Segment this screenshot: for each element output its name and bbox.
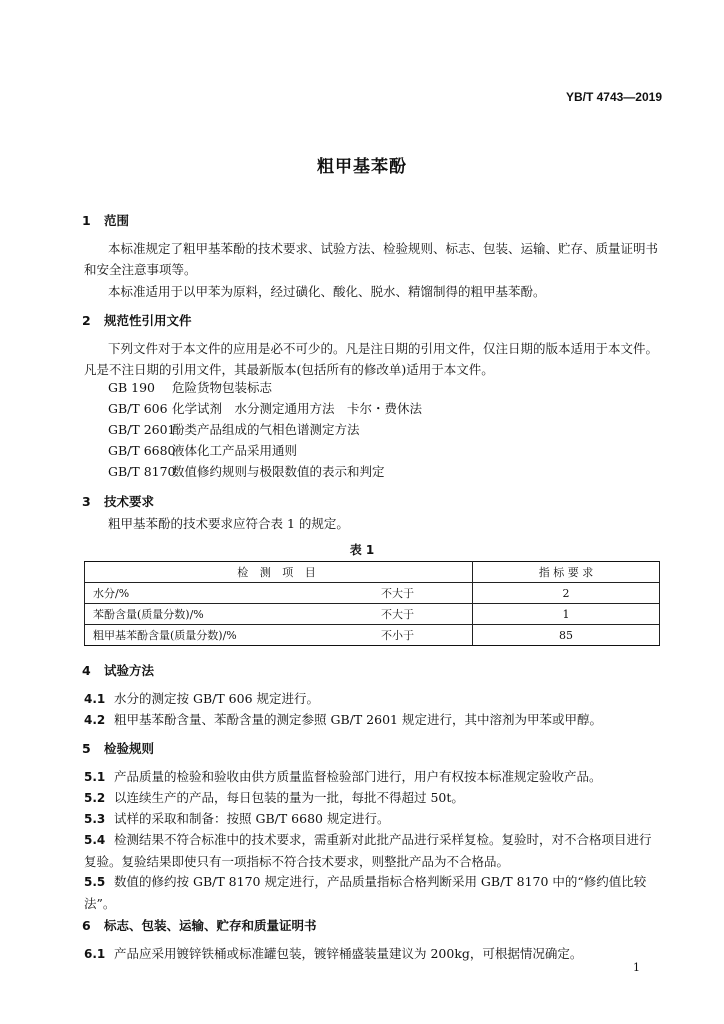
section-number: 1	[82, 213, 91, 228]
document-title: 粗甲基苯酚	[317, 157, 407, 177]
reference-title: 液体化工产品采用通则	[172, 443, 298, 458]
section-title: 试验方法	[104, 663, 155, 678]
row-value: 85	[473, 625, 660, 646]
spec-table	[84, 561, 660, 646]
clause-text: 检测结果不符合标准中的技术要求，需重新对此批产品进行采样复检。复验时，对不合格项目进行复验。复验结果即使只有一项指标不符合技术要求，则整批产品为不合格品。	[84, 832, 652, 869]
header-item: 检 测 项 目	[85, 562, 473, 583]
section-5-heading	[82, 739, 154, 757]
reference-code: GB/T 6680	[108, 443, 176, 458]
reference-title: 酚类产品组成的气相色谱测定方法	[172, 422, 360, 437]
clause	[84, 709, 660, 731]
clause-text: 试样的采取和制备：按照 GB/T 6680 规定进行。	[114, 811, 390, 826]
row-item: 粗甲基苯酚含量(质量分数)/%	[85, 625, 317, 646]
row-condition: 不大于	[316, 583, 473, 604]
clause-number: 5.2	[84, 791, 106, 805]
section-6-heading	[82, 916, 317, 934]
row-value: 2	[473, 583, 660, 604]
reference-code: GB/T 8170	[108, 464, 176, 479]
clause-number: 6.1	[84, 947, 106, 961]
reference-item	[108, 420, 360, 438]
section-title: 标志、包装、运输、贮存和质量证明书	[104, 918, 317, 933]
header-value: 指 标 要 求	[473, 562, 660, 583]
table-row	[85, 604, 660, 625]
clause-text: 产品应采用镀锌铁桶或标准罐包装，镀锌桶盛装量建议为 200kg，可根据情况确定。	[114, 946, 583, 961]
reference-item	[108, 378, 272, 396]
section-2-heading	[82, 311, 192, 329]
clause-text: 水分的测定按 GB/T 606 规定进行。	[114, 691, 319, 706]
clause	[84, 871, 660, 914]
clause-number: 5.5	[84, 875, 106, 889]
table-row	[85, 625, 660, 646]
paragraph: 下列文件对于本文件的应用是必不可少的。凡是注日期的引用文件，仅注日期的版本适用于本文件。凡是不注日期的引用文件，其最新版本(包括所有的修改单)适用于本文件。	[84, 341, 659, 377]
standard-code: YB/T 4743—2019	[565, 90, 662, 104]
table-header-row	[85, 562, 660, 583]
paragraph: 本标准适用于以甲苯为原料，经过磺化、酸化、脱水、精馏制得的粗甲基苯酚。	[108, 284, 546, 299]
reference-item	[108, 399, 422, 417]
paragraph: 粗甲基苯酚的技术要求应符合表 1 的规定。	[108, 516, 349, 531]
section-number: 6	[82, 918, 91, 933]
clause-number: 5.1	[84, 770, 106, 784]
clause-text: 以连续生产的产品，每日包装的量为一批，每批不得超过 50t。	[114, 790, 464, 805]
section-number: 2	[82, 313, 91, 328]
reference-code: GB 190	[108, 380, 156, 395]
clause	[84, 766, 660, 788]
row-condition: 不小于	[316, 625, 473, 646]
row-value: 1	[473, 604, 660, 625]
paragraph: 本标准规定了粗甲基苯酚的技术要求、试验方法、检验规则、标志、包装、运输、贮存、质量证明书和安全注意事项等。	[84, 241, 659, 277]
section-number: 3	[82, 494, 91, 509]
row-item: 苯酚含量(质量分数)/%	[85, 604, 317, 625]
reference-title: 危险货物包装标志	[172, 380, 273, 395]
section-number: 5	[82, 741, 91, 756]
section-4-heading	[82, 661, 154, 679]
clause-number: 4.2	[84, 713, 106, 727]
section-3-heading	[82, 492, 154, 510]
row-condition: 不大于	[316, 604, 473, 625]
table-caption: 表 1	[349, 543, 375, 557]
clause	[84, 688, 660, 710]
clause	[84, 787, 660, 809]
section-title: 技术要求	[104, 494, 155, 509]
clause-text: 粗甲基苯酚含量、苯酚含量的测定参照 GB/T 2601 规定进行，其中溶剂为甲苯或甲醇。	[114, 712, 602, 727]
clause-number: 5.3	[84, 812, 106, 826]
clause-number: 4.1	[84, 692, 106, 706]
page-number: 1	[633, 961, 640, 974]
section-title: 范围	[104, 213, 130, 228]
clause	[84, 943, 660, 965]
clause	[84, 829, 660, 872]
reference-title: 化学试剂 水分测定通用方法 卡尔・费休法	[172, 401, 423, 416]
section-title: 规范性引用文件	[104, 313, 192, 328]
reference-item	[108, 462, 385, 480]
reference-item	[108, 441, 297, 459]
section-1-heading	[82, 211, 129, 229]
reference-title: 数值修约规则与极限数值的表示和判定	[172, 464, 385, 479]
table-row	[85, 583, 660, 604]
section-number: 4	[82, 663, 91, 678]
section-title: 检验规则	[104, 741, 155, 756]
clause-text: 产品质量的检验和验收由供方质量监督检验部门进行，用户有权按本标准规定验收产品。	[114, 769, 602, 784]
clause-number: 5.4	[84, 833, 106, 847]
row-item: 水分/%	[85, 583, 317, 604]
clause-text: 数值的修约按 GB/T 8170 规定进行，产品质量指标合格判断采用 GB/T 8170 中的“修约值比较法”。	[84, 874, 647, 911]
clause	[84, 808, 660, 830]
reference-code: GB/T 606	[108, 401, 168, 416]
reference-code: GB/T 2601	[108, 422, 176, 437]
